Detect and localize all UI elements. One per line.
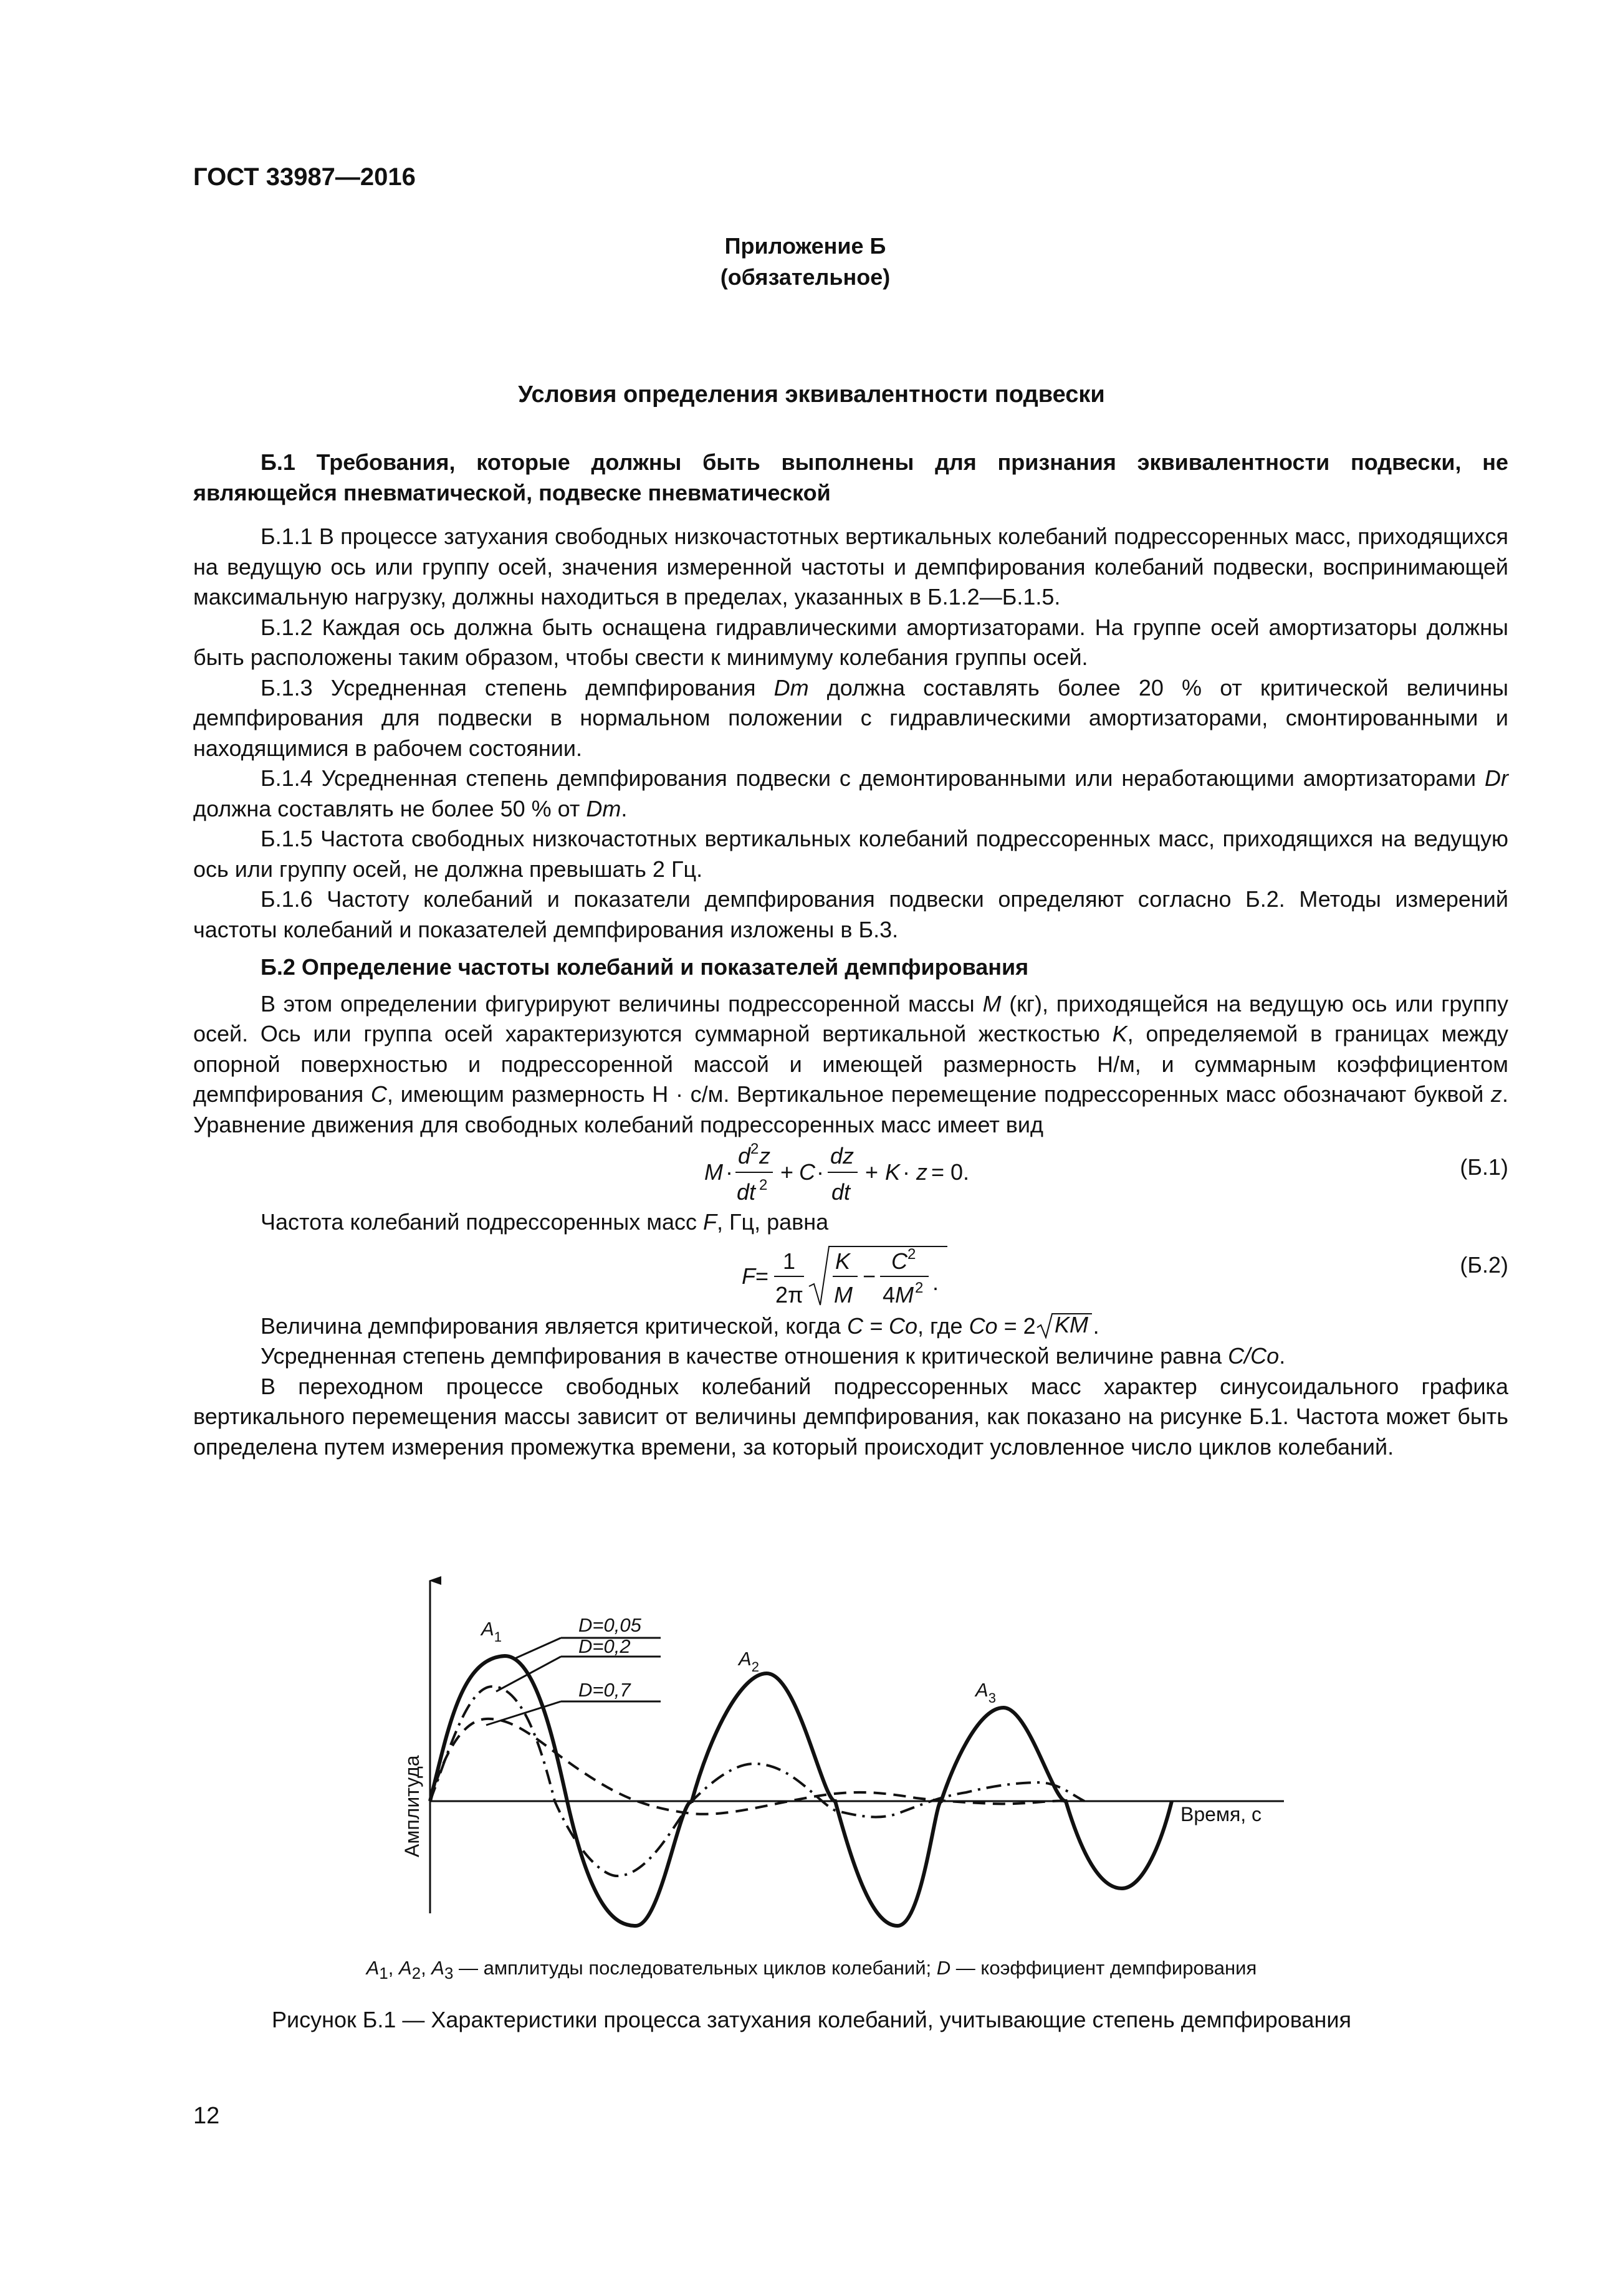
symbol-dr: Dr: [1485, 765, 1508, 791]
peak-a1: [480, 1618, 502, 1645]
paragraph-b1-1: Б.1.1 В процессе затухания свободных низкочастотных вертикальных колебаний подрессоренных масс, приходящихся на ведущую ось или группу осей, значения измеренной частоты и демпфирования колебаний подвески, воспринимающей максимальную нагрузку, должны находиться в пределах, указанных в Б.1.2—Б.1.5.: [193, 524, 1508, 610]
svg-text:2: 2: [750, 1141, 759, 1157]
legend-sub: 3: [444, 1965, 454, 1983]
leader-d005: [514, 1638, 561, 1659]
svg-text:M: M: [895, 1281, 914, 1308]
text-run: ,: [388, 1957, 399, 1979]
symbol-c-co: C = Co: [846, 1313, 918, 1339]
annex-heading: Условия определения эквивалентности подвески: [518, 381, 1105, 408]
text-run: = 2: [997, 1313, 1036, 1339]
standard-number: ГОСТ 33987—2016: [193, 163, 416, 191]
svg-text:M: M: [834, 1281, 853, 1308]
svg-text:−: −: [863, 1263, 876, 1289]
text-run: — амплитуды последовательных циклов колебаний;: [453, 1957, 937, 1979]
leader-d07: [486, 1701, 561, 1725]
svg-text:·: ·: [902, 1159, 910, 1185]
label-text: D=0,2: [578, 1635, 631, 1657]
curve-d005: [430, 1656, 1172, 1926]
annex-title: Приложение Б: [724, 233, 886, 259]
equation-number-b2: (Б.2): [1460, 1251, 1508, 1278]
svg-text:d: d: [738, 1143, 751, 1169]
paragraph-b2-3: [193, 1311, 1508, 1342]
paragraph-b1-3: [193, 673, 1508, 764]
text-run: , где: [917, 1313, 969, 1339]
symbol-f: F: [703, 1209, 717, 1235]
svg-text:= 0.: = 0.: [931, 1159, 970, 1185]
text-run: Частота колебаний подрессоренных масс: [261, 1209, 704, 1235]
peak-letter: A: [481, 1618, 494, 1640]
svg-text:+: +: [780, 1159, 794, 1185]
svg-text:K: K: [885, 1159, 901, 1185]
svg-text:F: F: [742, 1263, 755, 1289]
sqrt-km: [1036, 1311, 1093, 1339]
y-axis-label: Амплитуда: [401, 1755, 423, 1857]
text-run: , имеющим размерность Н · с/м. Вертикальное перемещение подрессоренных масс обозначают буквой: [386, 1081, 1491, 1107]
peak-a3: [974, 1679, 996, 1706]
label-text: D=0,05: [578, 1614, 641, 1636]
paragraph-b2-1: [193, 989, 1508, 1141]
paragraph-b1-6: Б.1.6 Частоту колебаний и показатели демпфирования подвески определяют согласно Б.2. Методы измерений частоты колебаний и показателей демпфирования изложены в Б.3.: [193, 886, 1508, 942]
svg-text:C: C: [891, 1248, 907, 1274]
text-run: ,: [421, 1957, 432, 1979]
equation-b1: [193, 1140, 1508, 1207]
svg-text:2: 2: [915, 1279, 924, 1296]
symbol-dm: Dm: [586, 795, 621, 821]
figure-caption: Рисунок Б.1 — Характеристики процесса затухания колебаний, учитывающие степень демпфирования: [271, 2007, 1352, 2032]
symbol-c: C: [370, 1081, 387, 1107]
text-run: . Уравнение движения для свободных колебаний подрессоренных масс имеет вид: [193, 1081, 1508, 1137]
paragraph-b2-2: [193, 1207, 1508, 1238]
svg-text:dz: dz: [830, 1143, 855, 1169]
legend-sub: 2: [411, 1965, 421, 1983]
symbol-dm: Dm: [773, 674, 809, 701]
peak-sub: 3: [988, 1690, 996, 1706]
legend-sub: 1: [379, 1965, 388, 1983]
text-run: , определяемой в границах между опорной поверхностью и подрессоренной массой и имеющей размерность Н/м, и суммарным коэффициентом демпфирования: [193, 1021, 1508, 1107]
svg-text:2: 2: [907, 1245, 916, 1263]
svg-text:dt: dt: [831, 1179, 851, 1205]
text-run: — коэффициент демпфирования: [950, 1957, 1257, 1979]
symbol-m: M: [982, 990, 1002, 1016]
annex-status: (обязательное): [720, 264, 891, 290]
text-run: Б.1.3 Усредненная степень демпфирования: [261, 674, 774, 701]
label-d07: [578, 1679, 631, 1701]
svg-text:=: =: [755, 1263, 769, 1289]
text-run: .: [1279, 1343, 1286, 1369]
section-b2-title: Б.2 Определение частоты колебаний и показателей демпфирования: [261, 954, 1029, 980]
label-text: D=0,7: [578, 1679, 631, 1701]
paragraph-b2-5: В переходном процессе свободных колебаний подрессоренных масс характер синусоидального графика вертикального перемещения массы зависит от величины демпфирования, как показано на рисунке Б.1. Частота может быть определена путем измерения промежутка времени, за который происходит условленное число циклов колебаний.: [193, 1373, 1508, 1460]
svg-text:2: 2: [759, 1177, 768, 1193]
legend-d: D: [936, 1957, 951, 1979]
svg-text:KM: KM: [1054, 1311, 1088, 1337]
paragraph-b1-5: Б.1.5 Частота свободных низкочастотных вертикальных колебаний подрессоренных масс, приходящихся на ведущую ось или группу осей, не должна превышать 2 Гц.: [193, 826, 1508, 882]
svg-text:·: ·: [725, 1159, 733, 1185]
svg-text:.: .: [932, 1269, 939, 1295]
legend-a: A: [431, 1957, 444, 1979]
paragraph-b2-4: [193, 1341, 1508, 1372]
text-run: Усредненная степень демпфирования в качестве отношения к критической величине равна: [261, 1343, 1228, 1369]
svg-text:4: 4: [883, 1281, 896, 1308]
legend-a: A: [399, 1957, 412, 1979]
equation-b2: [193, 1238, 1508, 1311]
equation-b2-formula: [742, 1238, 1003, 1311]
equation-number-b1: (Б.1): [1460, 1154, 1508, 1180]
peak-sub: 1: [494, 1629, 502, 1645]
leader-d02: [496, 1657, 561, 1691]
section-b1-title: Б.1 Требования, которые должны быть выполнены для признания эквивалентности подвески, не являющейся пневматической, подвеске пневматической: [193, 449, 1508, 505]
paragraph-b1-4: [193, 763, 1508, 824]
symbol-co: Co: [969, 1313, 998, 1339]
x-axis-label: Время, с: [1180, 1803, 1262, 1825]
text-run: должна составлять не более 50 % от: [193, 795, 586, 821]
svg-text:M: M: [704, 1159, 723, 1185]
text-run: (кг), приходящейся на ведущую ось или группу осей. Ось или группа осей характеризуются суммарной вертикальной жесткостью: [193, 990, 1508, 1046]
svg-text:2π: 2π: [775, 1281, 803, 1308]
text-run: .: [1093, 1313, 1099, 1339]
text-run: Б.1.4 Усредненная степень демпфирования подвески с демонтированными или неработающими амортизаторами: [261, 765, 1485, 791]
peak-letter: A: [739, 1648, 752, 1670]
document-body: [193, 447, 1508, 1462]
text-run: Величина демпфирования является критической, когда: [261, 1313, 847, 1339]
label-d02: [578, 1635, 631, 1657]
text-run: .: [621, 795, 628, 821]
legend-a: A: [366, 1957, 380, 1979]
text-run: В этом определении фигурируют величины подрессоренной массы: [261, 990, 983, 1016]
svg-text:dt: dt: [737, 1179, 756, 1205]
peak-a2: [737, 1648, 759, 1675]
symbol-k: K: [1112, 1021, 1127, 1046]
svg-text:K: K: [835, 1248, 851, 1274]
paragraph-b1-2: Б.1.2 Каждая ось должна быть оснащена гидравлическими амортизаторами. На группе осей амортизаторы должны быть расположены таким образом, чтобы свести к минимуму колебания группы осей.: [193, 614, 1508, 670]
symbol-z: z: [1490, 1081, 1502, 1107]
svg-text:z: z: [759, 1143, 770, 1169]
figure-legend: [0, 1957, 1623, 1983]
svg-text:1: 1: [783, 1248, 796, 1274]
peak-sub: 2: [751, 1659, 759, 1675]
label-d005: [578, 1614, 642, 1636]
equation-b1-formula: [704, 1140, 1053, 1207]
damping-figure: [380, 1564, 1290, 1938]
svg-text:+: +: [865, 1159, 879, 1185]
text-run: , Гц, равна: [717, 1209, 829, 1235]
peak-letter: A: [975, 1679, 989, 1701]
text-run: должна составлять более 20 % от критической величины демпфирования для подвески в нормальном положении с гидравлическими амортизаторами, смонтированными и находящимися в рабочем состоянии.: [193, 674, 1509, 761]
svg-text:C: C: [799, 1159, 815, 1185]
page-number: 12: [193, 2103, 220, 2129]
symbol-c-over-co: C/Co: [1228, 1343, 1280, 1369]
svg-text:·: ·: [816, 1159, 824, 1185]
svg-text:z: z: [916, 1159, 927, 1185]
